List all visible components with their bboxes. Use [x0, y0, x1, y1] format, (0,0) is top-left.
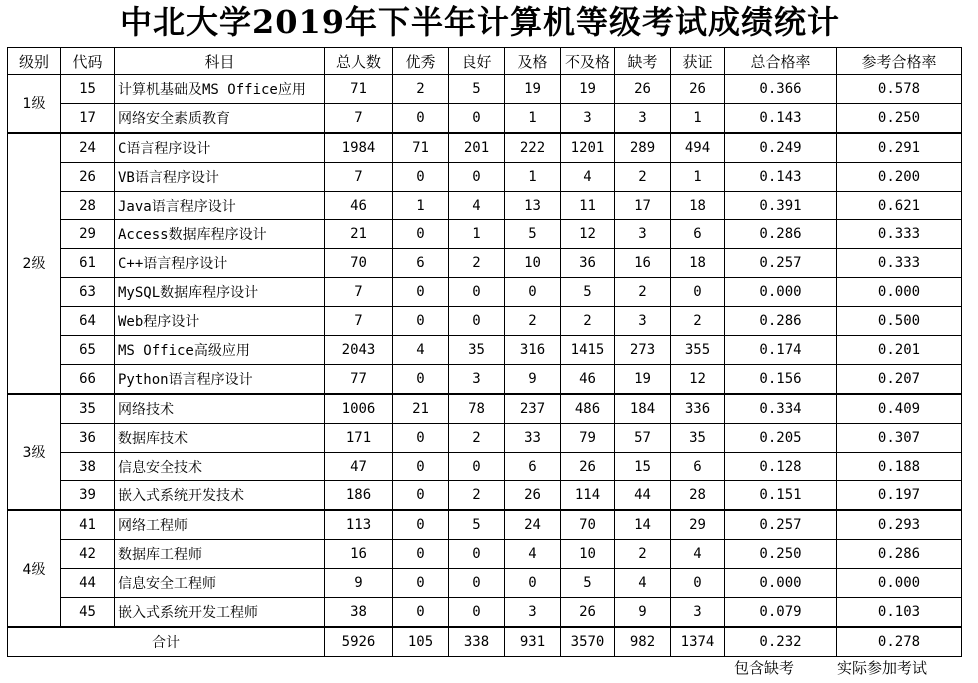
subject-cell: MS Office高级应用	[115, 336, 325, 365]
excellent-cell: 4	[393, 336, 449, 365]
good-cell: 2	[449, 249, 505, 278]
summary-fail: 3570	[561, 627, 615, 656]
table-row	[8, 452, 962, 481]
subject-cell: 数据库工程师	[115, 540, 325, 569]
absent-cell: 44	[615, 481, 671, 510]
total-cell: 1006	[325, 394, 393, 423]
rate-actual-cell: 0.201	[837, 336, 962, 365]
good-cell: 0	[449, 307, 505, 336]
rate-total-cell: 0.257	[725, 510, 837, 539]
cert-cell: 0	[671, 569, 725, 598]
cert-cell: 29	[671, 510, 725, 539]
level-cell: 3级	[8, 394, 61, 511]
summary-cert: 1374	[671, 627, 725, 656]
excellent-cell: 0	[393, 510, 449, 539]
fail-cell: 1201	[561, 133, 615, 162]
pass-cell: 10	[505, 249, 561, 278]
header-total: 总人数	[325, 48, 393, 75]
fail-cell: 12	[561, 220, 615, 249]
total-cell: 186	[325, 481, 393, 510]
subject-cell: 数据库技术	[115, 423, 325, 452]
rate-total-cell: 0.257	[725, 249, 837, 278]
rate-total-cell: 0.079	[725, 598, 837, 627]
good-cell: 0	[449, 569, 505, 598]
summary-rate-actual: 0.278	[837, 627, 962, 656]
table-row	[8, 249, 962, 278]
table-row	[8, 191, 962, 220]
rate-total-cell: 0.151	[725, 481, 837, 510]
code-cell: 65	[61, 336, 115, 365]
excellent-cell: 0	[393, 569, 449, 598]
fail-cell: 79	[561, 423, 615, 452]
absent-cell: 26	[615, 75, 671, 104]
page-title: 中北大学2019年下半年计算机等级考试成绩统计	[119, 3, 841, 41]
pass-cell: 1	[505, 103, 561, 132]
summary-rate-total: 0.232	[725, 627, 837, 656]
code-cell: 41	[61, 510, 115, 539]
header-excellent: 优秀	[393, 48, 449, 75]
code-cell: 28	[61, 191, 115, 220]
absent-cell: 2	[615, 162, 671, 191]
table-row	[8, 394, 962, 423]
cert-cell: 0	[671, 278, 725, 307]
fail-cell: 11	[561, 191, 615, 220]
table-row	[8, 220, 962, 249]
rate-total-cell: 0.143	[725, 103, 837, 132]
code-cell: 15	[61, 75, 115, 104]
rate-actual-cell: 0.333	[837, 249, 962, 278]
total-cell: 16	[325, 540, 393, 569]
absent-cell: 273	[615, 336, 671, 365]
fail-cell: 3	[561, 103, 615, 132]
rate-actual-cell: 0.200	[837, 162, 962, 191]
table-row	[8, 423, 962, 452]
pass-cell: 5	[505, 220, 561, 249]
code-cell: 63	[61, 278, 115, 307]
code-cell: 45	[61, 598, 115, 627]
pass-cell: 3	[505, 598, 561, 627]
excellent-cell: 0	[393, 598, 449, 627]
pass-cell: 237	[505, 394, 561, 423]
rate-total-cell: 0.000	[725, 569, 837, 598]
pass-cell: 13	[505, 191, 561, 220]
fail-cell: 26	[561, 598, 615, 627]
fail-cell: 46	[561, 364, 615, 393]
header-code: 代码	[61, 48, 115, 75]
excellent-cell: 0	[393, 278, 449, 307]
rate-actual-cell: 0.291	[837, 133, 962, 162]
fail-cell: 26	[561, 452, 615, 481]
subject-cell: 信息安全技术	[115, 452, 325, 481]
subject-cell: Access数据库程序设计	[115, 220, 325, 249]
absent-cell: 16	[615, 249, 671, 278]
total-cell: 21	[325, 220, 393, 249]
header-level: 级别	[8, 48, 61, 75]
rate-actual-cell: 0.500	[837, 307, 962, 336]
table-row	[8, 307, 962, 336]
good-cell: 0	[449, 452, 505, 481]
total-cell: 7	[325, 278, 393, 307]
summary-absent: 982	[615, 627, 671, 656]
pass-cell: 1	[505, 162, 561, 191]
rate-actual-cell: 0.197	[837, 481, 962, 510]
code-cell: 38	[61, 452, 115, 481]
subject-cell: 嵌入式系统开发工程师	[115, 598, 325, 627]
absent-cell: 14	[615, 510, 671, 539]
absent-cell: 57	[615, 423, 671, 452]
excellent-cell: 0	[393, 540, 449, 569]
fail-cell: 10	[561, 540, 615, 569]
good-cell: 1	[449, 220, 505, 249]
subject-cell: C语言程序设计	[115, 133, 325, 162]
total-cell: 9	[325, 569, 393, 598]
excellent-cell: 0	[393, 162, 449, 191]
code-cell: 61	[61, 249, 115, 278]
pass-cell: 26	[505, 481, 561, 510]
rate-actual-cell: 0.000	[837, 278, 962, 307]
subject-cell: VB语言程序设计	[115, 162, 325, 191]
absent-cell: 289	[615, 133, 671, 162]
fail-cell: 2	[561, 307, 615, 336]
absent-cell: 19	[615, 364, 671, 393]
pass-cell: 24	[505, 510, 561, 539]
rate-actual-cell: 0.000	[837, 569, 962, 598]
fail-cell: 5	[561, 278, 615, 307]
rate-actual-cell: 0.103	[837, 598, 962, 627]
subject-cell: 嵌入式系统开发技术	[115, 481, 325, 510]
pass-cell: 6	[505, 452, 561, 481]
total-cell: 71	[325, 75, 393, 104]
subject-cell: 网络安全素质教育	[115, 103, 325, 132]
level-cell: 2级	[8, 133, 61, 394]
cert-cell: 1	[671, 162, 725, 191]
table-row	[8, 278, 962, 307]
cert-cell: 494	[671, 133, 725, 162]
good-cell: 201	[449, 133, 505, 162]
good-cell: 0	[449, 540, 505, 569]
absent-cell: 9	[615, 598, 671, 627]
rate-actual-cell: 0.621	[837, 191, 962, 220]
code-cell: 24	[61, 133, 115, 162]
subject-cell: Python语言程序设计	[115, 364, 325, 393]
cert-cell: 6	[671, 452, 725, 481]
rate-total-cell: 0.366	[725, 75, 837, 104]
absent-cell: 3	[615, 103, 671, 132]
excellent-cell: 0	[393, 307, 449, 336]
cert-cell: 3	[671, 598, 725, 627]
subject-cell: C++语言程序设计	[115, 249, 325, 278]
cert-cell: 28	[671, 481, 725, 510]
good-cell: 0	[449, 598, 505, 627]
code-cell: 26	[61, 162, 115, 191]
table-row	[8, 336, 962, 365]
summary-total: 5926	[325, 627, 393, 656]
cert-cell: 355	[671, 336, 725, 365]
pass-cell: 9	[505, 364, 561, 393]
score-table	[7, 47, 962, 657]
absent-cell: 184	[615, 394, 671, 423]
excellent-cell: 0	[393, 452, 449, 481]
absent-cell: 3	[615, 307, 671, 336]
rate-actual-cell: 0.409	[837, 394, 962, 423]
rate-actual-cell: 0.188	[837, 452, 962, 481]
rate-total-cell: 0.334	[725, 394, 837, 423]
cert-cell: 18	[671, 249, 725, 278]
rate-total-cell: 0.156	[725, 364, 837, 393]
subject-cell: Java语言程序设计	[115, 191, 325, 220]
cert-cell: 6	[671, 220, 725, 249]
summary-good: 338	[449, 627, 505, 656]
fail-cell: 1415	[561, 336, 615, 365]
absent-cell: 15	[615, 452, 671, 481]
subject-cell: 计算机基础及MS Office应用	[115, 75, 325, 104]
level-cell: 4级	[8, 510, 61, 627]
total-cell: 171	[325, 423, 393, 452]
header-cert: 获证	[671, 48, 725, 75]
total-cell: 113	[325, 510, 393, 539]
excellent-cell: 0	[393, 103, 449, 132]
header-absent: 缺考	[615, 48, 671, 75]
subject-cell: 网络工程师	[115, 510, 325, 539]
rate-total-cell: 0.143	[725, 162, 837, 191]
header-rate-actual: 参考合格率	[837, 48, 962, 75]
rate-total-cell: 0.128	[725, 452, 837, 481]
header-row	[8, 48, 962, 75]
pass-cell: 2	[505, 307, 561, 336]
subject-cell: MySQL数据库程序设计	[115, 278, 325, 307]
fail-cell: 19	[561, 75, 615, 104]
summary-excellent: 105	[393, 627, 449, 656]
good-cell: 0	[449, 278, 505, 307]
total-cell: 46	[325, 191, 393, 220]
cert-cell: 26	[671, 75, 725, 104]
cert-cell: 1	[671, 103, 725, 132]
good-cell: 78	[449, 394, 505, 423]
code-cell: 42	[61, 540, 115, 569]
total-cell: 7	[325, 162, 393, 191]
fail-cell: 36	[561, 249, 615, 278]
total-cell: 7	[325, 307, 393, 336]
rate-actual-cell: 0.286	[837, 540, 962, 569]
header-pass: 及格	[505, 48, 561, 75]
level-cell: 1级	[8, 75, 61, 133]
fail-cell: 4	[561, 162, 615, 191]
note-rate-actual: 实际参加考试	[837, 659, 928, 677]
rate-total-cell: 0.391	[725, 191, 837, 220]
total-cell: 77	[325, 364, 393, 393]
table-row	[8, 481, 962, 510]
rate-actual-cell: 0.207	[837, 364, 962, 393]
fail-cell: 114	[561, 481, 615, 510]
rate-total-cell: 0.000	[725, 278, 837, 307]
excellent-cell: 0	[393, 423, 449, 452]
table-row	[8, 540, 962, 569]
table-row	[8, 103, 962, 132]
excellent-cell: 1	[393, 191, 449, 220]
code-cell: 66	[61, 364, 115, 393]
total-cell: 2043	[325, 336, 393, 365]
code-cell: 17	[61, 103, 115, 132]
rate-total-cell: 0.286	[725, 220, 837, 249]
rate-actual-cell: 0.307	[837, 423, 962, 452]
pass-cell: 222	[505, 133, 561, 162]
good-cell: 0	[449, 162, 505, 191]
excellent-cell: 6	[393, 249, 449, 278]
rate-actual-cell: 0.293	[837, 510, 962, 539]
excellent-cell: 2	[393, 75, 449, 104]
header-fail: 不及格	[561, 48, 615, 75]
table-row	[8, 162, 962, 191]
total-cell: 47	[325, 452, 393, 481]
fail-cell: 70	[561, 510, 615, 539]
pass-cell: 0	[505, 278, 561, 307]
excellent-cell: 0	[393, 220, 449, 249]
code-cell: 29	[61, 220, 115, 249]
code-cell: 35	[61, 394, 115, 423]
cert-cell: 4	[671, 540, 725, 569]
subject-cell: 信息安全工程师	[115, 569, 325, 598]
rate-total-cell: 0.250	[725, 540, 837, 569]
pass-cell: 316	[505, 336, 561, 365]
good-cell: 2	[449, 423, 505, 452]
pass-cell: 19	[505, 75, 561, 104]
rate-actual-cell: 0.333	[837, 220, 962, 249]
header-rate-total: 总合格率	[725, 48, 837, 75]
table-row	[8, 133, 962, 162]
good-cell: 5	[449, 75, 505, 104]
cert-cell: 336	[671, 394, 725, 423]
table-row	[8, 364, 962, 393]
total-cell: 7	[325, 103, 393, 132]
code-cell: 64	[61, 307, 115, 336]
absent-cell: 2	[615, 540, 671, 569]
total-cell: 1984	[325, 133, 393, 162]
excellent-cell: 0	[393, 481, 449, 510]
subject-cell: Web程序设计	[115, 307, 325, 336]
subject-cell: 网络技术	[115, 394, 325, 423]
excellent-cell: 71	[393, 133, 449, 162]
good-cell: 3	[449, 364, 505, 393]
good-cell: 0	[449, 103, 505, 132]
table-row	[8, 598, 962, 627]
absent-cell: 17	[615, 191, 671, 220]
header-good: 良好	[449, 48, 505, 75]
pass-cell: 33	[505, 423, 561, 452]
excellent-cell: 21	[393, 394, 449, 423]
note-rate-total: 包含缺考	[734, 659, 795, 677]
cert-cell: 12	[671, 364, 725, 393]
rate-actual-cell: 0.250	[837, 103, 962, 132]
excellent-cell: 0	[393, 364, 449, 393]
cert-cell: 35	[671, 423, 725, 452]
summary-row	[8, 627, 962, 656]
table-row	[8, 569, 962, 598]
rate-actual-cell: 0.578	[837, 75, 962, 104]
cert-cell: 18	[671, 191, 725, 220]
summary-label: 合计	[8, 627, 325, 656]
good-cell: 2	[449, 481, 505, 510]
absent-cell: 4	[615, 569, 671, 598]
good-cell: 4	[449, 191, 505, 220]
good-cell: 5	[449, 510, 505, 539]
fail-cell: 5	[561, 569, 615, 598]
table-row	[8, 510, 962, 539]
summary-pass: 931	[505, 627, 561, 656]
rate-total-cell: 0.286	[725, 307, 837, 336]
rate-total-cell: 0.205	[725, 423, 837, 452]
code-cell: 39	[61, 481, 115, 510]
pass-cell: 4	[505, 540, 561, 569]
good-cell: 35	[449, 336, 505, 365]
absent-cell: 2	[615, 278, 671, 307]
cert-cell: 2	[671, 307, 725, 336]
table-row	[8, 75, 962, 104]
code-cell: 44	[61, 569, 115, 598]
total-cell: 38	[325, 598, 393, 627]
absent-cell: 3	[615, 220, 671, 249]
total-cell: 70	[325, 249, 393, 278]
rate-total-cell: 0.249	[725, 133, 837, 162]
rate-total-cell: 0.174	[725, 336, 837, 365]
pass-cell: 0	[505, 569, 561, 598]
fail-cell: 486	[561, 394, 615, 423]
code-cell: 36	[61, 423, 115, 452]
header-subject: 科目	[115, 48, 325, 75]
